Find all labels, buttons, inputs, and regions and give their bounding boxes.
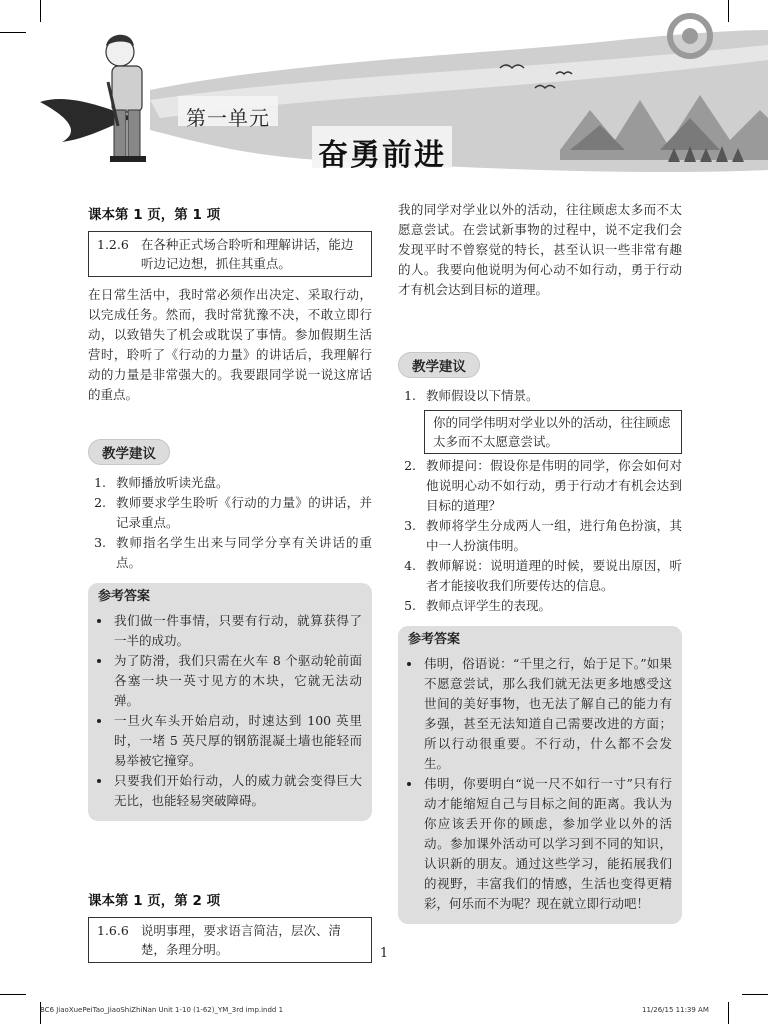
crop-mark: [742, 994, 768, 995]
teaching-steps-continued: [398, 456, 682, 616]
unit-banner: [0, 0, 768, 190]
list-item: 4. 教师解说：说明道理的时候，要说出原因，听者才能接收我们所要传达的信息。: [420, 556, 682, 596]
teaching-steps: [398, 386, 682, 406]
answer-list: [98, 611, 362, 811]
list-item: 2. 教师要求学生聆听《行动的力量》的讲话，并记录重点。: [110, 493, 372, 533]
page-number: 1: [379, 946, 389, 961]
intro-paragraph: 在日常生活中，我时常必须作出决定、采取行动，以完成任务。然而，我时常犹豫不决，不敢立即行动，以致错失了机会或耽误了事情。参加假期生活营时，聆听了《行动的力量》的讲话后，我理解行动的力量是非常强大的。我要跟同学说一说这席话的重点。: [88, 287, 372, 402]
standard-text: 说明事理，要求语言简洁，层次、清楚，条理分明。: [140, 923, 341, 957]
reference-answer-box: [398, 626, 682, 924]
unit-label: 第一单元: [186, 106, 270, 130]
section-heading: 课本第 1 页，第 1 项: [88, 207, 221, 223]
list-item: 1. 教师播放听读光盘。: [110, 473, 372, 493]
list-item: • 一旦火车头开始启动，时速达到 100 英里时，一堵 5 英尺厚的钢筋混凝土墙也能轻而易举被它撞穿。: [112, 711, 362, 771]
crop-mark: [0, 994, 26, 995]
teaching-suggestion-label: 教学建议: [88, 439, 170, 465]
scenario-box: 你的同学伟明对学业以外的活动，往往顾虑太多而不太愿意尝试。: [424, 410, 682, 454]
reference-answer-title: 参考答案: [98, 589, 151, 604]
file-slug: BC6 JiaoXuePeiTao_JiaoShiZhiNan Unit 1-10 (1-62)_YM_3rd imp.indd 1: [40, 1006, 284, 1014]
list-item: 3. 教师指名学生出来与同学分享有关讲话的重点。: [110, 533, 372, 573]
chapter-title: 奋勇前进: [318, 138, 446, 173]
right-column: [398, 200, 682, 924]
teaching-steps: [88, 473, 372, 573]
answer-list: [408, 654, 672, 914]
list-item: • 为了防滑，我们只需在火车 8 个驱动轮前面各塞一块一英寸见方的木块，它就无法动弹。: [112, 651, 362, 711]
list-item: • 伟明，你要明白“说一尺不如行一寸”只有行动才能缩短自己与目标之间的距离。我认为你应该丢开你的顾虑，参加学业以外的活动。参加课外活动可以学习到不同的知识，认识新的朋友。通过这些学习，能拓展我们的视野，丰富我们的情感，生活也变得更精彩，何乐而不为呢？现在就立即行动吧！: [422, 774, 672, 914]
left-column: [88, 205, 372, 963]
standard-box: [88, 231, 372, 277]
list-item: 5. 教师点评学生的表现。: [420, 596, 682, 616]
reference-answer-title: 参考答案: [408, 632, 461, 647]
print-timestamp: 11/26/15 11:39 AM: [642, 1006, 709, 1014]
intro-paragraph: 我的同学对学业以外的活动，往往顾虑太多而不太愿意尝试。在尝试新事物的过程中，说不定我们会发现平时不曾察觉的特长，甚至认识一些非常有趣的人。我要向他说明为何心动不如行动，勇于行动才有机会达到目标的道理。: [398, 202, 682, 297]
standard-code: 1.2.6: [97, 237, 129, 252]
list-item: • 伟明，俗语说：“千里之行，始于足下。”如果不愿意尝试，那么我们就无法更多地感受这世间的美好事物，也无法了解自己的能力有多强，甚至无法知道自己需要改进的方面；所以行动很重要。不行动，什么都不会发生。: [422, 654, 672, 774]
reference-answer-box: [88, 583, 372, 821]
standard-code: 1.6.6: [97, 923, 129, 938]
list-item: 1. 教师假设以下情景。: [420, 386, 682, 406]
list-item: • 只要我们开始行动，人的威力就会变得巨大无比，也能轻易突破障碍。: [112, 771, 362, 811]
section-heading: 课本第 1 页，第 2 项: [88, 893, 221, 909]
list-item: 3. 教师将学生分成两人一组，进行角色扮演，其中一人扮演伟明。: [420, 516, 682, 556]
standard-text: 在各种正式场合聆听和理解讲话，能边听边记边想，抓住其重点。: [140, 237, 354, 271]
list-item: • 我们做一件事情，只要有行动，就算获得了一半的成功。: [112, 611, 362, 651]
teaching-block: [88, 439, 372, 573]
teaching-suggestion-label: 教学建议: [398, 352, 480, 378]
crop-mark: [728, 1002, 729, 1024]
teaching-block: [398, 352, 682, 616]
list-item: 2. 教师提问：假设你是伟明的同学，你会如何对他说明心动不如行动，勇于行动才有机会达到目标的道理？: [420, 456, 682, 516]
